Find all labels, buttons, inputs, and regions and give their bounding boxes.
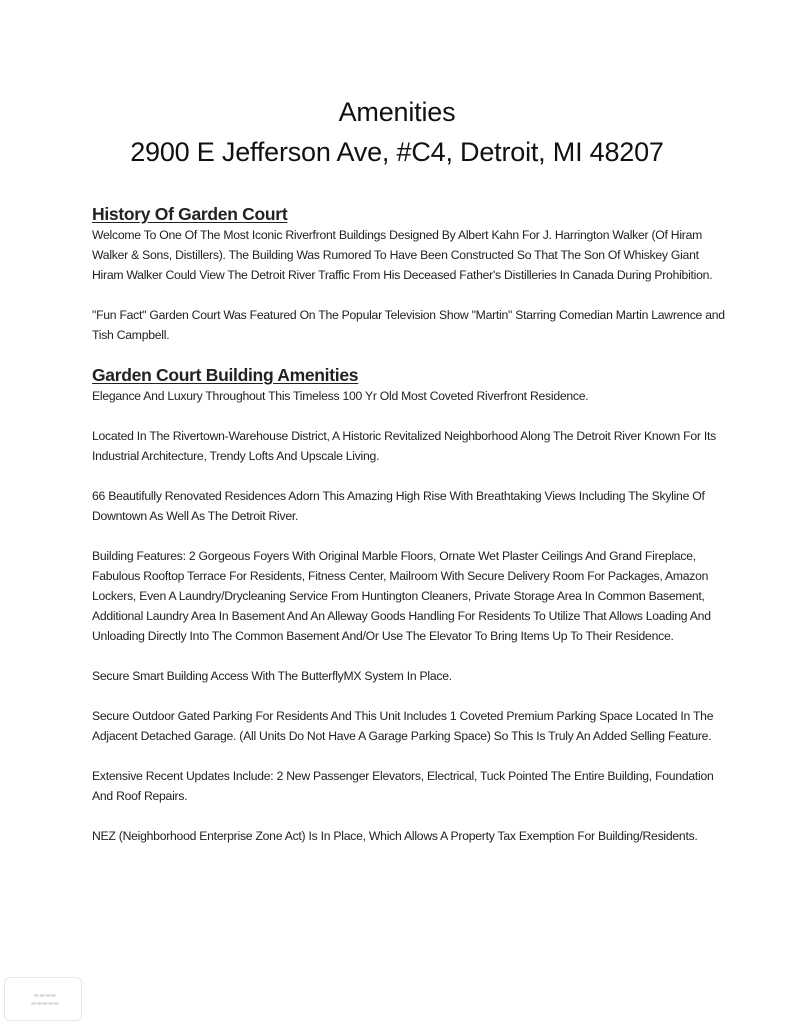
- section-heading-amenities: Garden Court Building Amenities: [92, 365, 359, 385]
- property-address: 2900 E Jefferson Ave, #C4, Detroit, MI 48207: [130, 137, 664, 167]
- paragraph-location: Located In The Rivertown-Warehouse District, A Historic Revitalized Neighborhood Along The Detroit River Known For Its Industrial Architecture, Trendy Lofts And Upscale Living.: [92, 429, 716, 463]
- watermark-logo: [4, 977, 82, 1021]
- document-body: [92, 203, 732, 846]
- paragraph-updates: Extensive Recent Updates Include: 2 New Passenger Elevators, Electrical, Tuck Pointed The Entire Building, Foundation And Roof Repairs.: [92, 769, 714, 803]
- page-title: Amenities: [338, 97, 456, 127]
- section-amenities: [92, 364, 732, 846]
- paragraph-history-intro: Welcome To One Of The Most Iconic Riverfront Buildings Designed By Albert Kahn For J. Harrington Walker (Of Hiram Walker & Sons, Distillers). The Building Was Rumored To Have Been Constructed So That The Son Of Whiskey Giant Hiram Walker Could View The Detroit River Traffic From His Deceased Father's Distilleries In Canada During Prohibition.: [92, 228, 713, 282]
- section-heading-history: History Of Garden Court: [92, 204, 288, 224]
- paragraph-residences: 66 Beautifully Renovated Residences Adorn This Amazing High Rise With Breathtaking Views Including The Skyline Of Downtown As Well As The Detroit River.: [92, 489, 705, 523]
- paragraph-building-features: Building Features: 2 Gorgeous Foyers With Original Marble Floors, Ornate Wet Plaster Ceilings And Grand Fireplace, Fabulous Rooftop Terrace For Residents, Fitness Center, Mailroom With Secure Delivery Room For Packages, Amazon Lockers, Even A Laundry/Drycleaning Service From Huntington Cleaners, Private Storage Area In Common Basement, Additional Laundry Area In Basement And An Alleway Goods Handling For Residents To Utilize That Allows Loading And Unloading Directly Into The Common Basement And/Or Use The Elevator To Bring Items Up To Their Residence.: [92, 549, 711, 643]
- title-block: [0, 92, 794, 172]
- paragraph-elegance: Elegance And Luxury Throughout This Timeless 100 Yr Old Most Coveted Riverfront Residence.: [92, 389, 589, 403]
- paragraph-fun-fact: "Fun Fact" Garden Court Was Featured On The Popular Television Show "Martin" Starring Comedian Martin Lawrence and Tish Campbell.: [92, 308, 725, 342]
- section-history: [92, 203, 732, 345]
- paragraph-smart-access: Secure Smart Building Access With The ButterflyMX System In Place.: [92, 669, 452, 683]
- paragraph-parking: Secure Outdoor Gated Parking For Residents And This Unit Includes 1 Coveted Premium Parking Space Located In The Adjacent Detached Garage. (All Units Do Not Have A Garage Parking Space) So This Is Truly An Added Selling Feature.: [92, 709, 714, 743]
- watermark-graphic: ▬▬▬▬ ▬▬▬▬▬: [30, 992, 60, 1007]
- paragraph-nez: NEZ (Neighborhood Enterprise Zone Act) Is In Place, Which Allows A Property Tax Exemption For Building/Residents.: [92, 829, 698, 843]
